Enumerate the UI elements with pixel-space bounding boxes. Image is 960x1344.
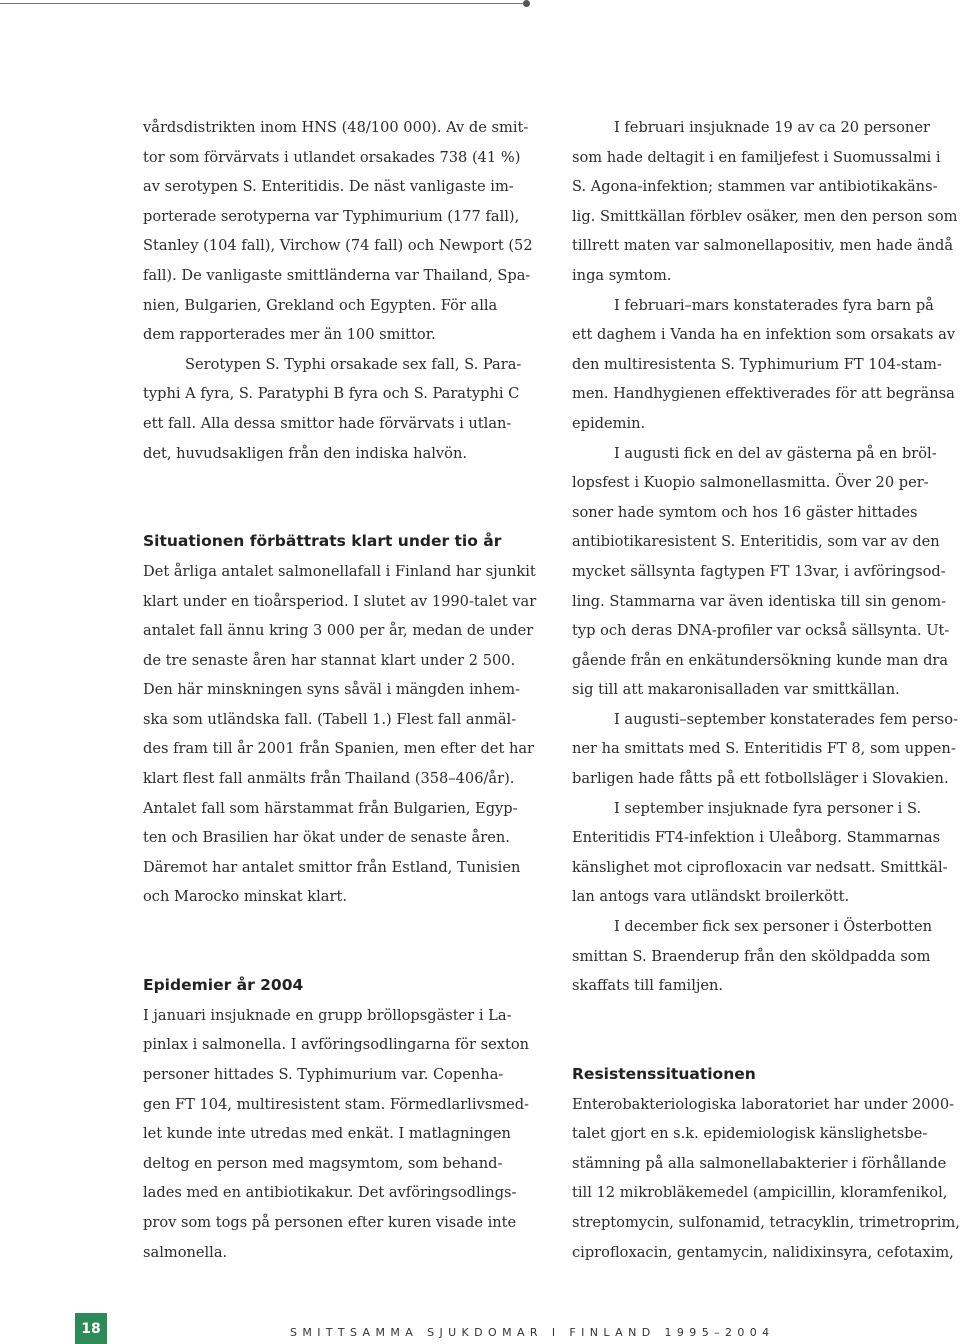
text-line: ett daghem i Vanda ha en infektion som orsakats av <box>572 326 956 344</box>
paragraph <box>572 1090 960 1268</box>
paragraph <box>572 705 960 794</box>
text-line: S. Agona-infektion; stammen var antibiotikakäns- <box>572 178 938 196</box>
text-line: det, huvudsakligen från den indiska halvön. <box>143 444 468 462</box>
spacer <box>143 912 535 971</box>
text-line: I augusti fick en del av gästerna på en bröl- <box>614 444 937 462</box>
text-line: deltog en person med magsymtom, som behand- <box>143 1154 503 1172</box>
paragraph <box>572 113 960 291</box>
text-line: lopsfest i Kuopio salmonellasmitta. Över 20 per- <box>572 474 929 492</box>
text-line: Däremot har antalet smittor från Estland, Tunisien <box>143 858 521 876</box>
text-line: tor som förvärvats i utlandet orsakades 738 (41 %) <box>143 148 521 166</box>
text-line: ner ha smittats med S. Enteritidis FT 8, som uppen- <box>572 740 956 758</box>
text-line: talet gjort en s.k. epidemiologisk känslighetsbe- <box>572 1125 928 1143</box>
text-line: I september insjuknade fyra personer i S. <box>614 799 922 817</box>
text-line: vårdsdistrikten inom HNS (48/100 000). Av de smit- <box>143 119 529 136</box>
left-column <box>143 113 535 1267</box>
text-line: Antalet fall som härstammat från Bulgarien, Egyp- <box>143 799 518 817</box>
text-line: antibiotikaresistent S. Enteritidis, som var av den <box>572 533 940 551</box>
text-line: ett fall. Alla dessa smittor hade förvärvats i utlan- <box>143 414 512 432</box>
text-line: I augusti–september konstaterades fem perso- <box>614 710 959 728</box>
paragraph <box>143 350 535 468</box>
text-line: ling. Stammarna var även identiska till sin genom- <box>572 592 947 610</box>
paragraph <box>143 1001 535 1267</box>
text-line: dem rapporterades mer än 100 smittor. <box>143 326 436 344</box>
text-line: soner hade symtom och hos 16 gäster hittades <box>572 503 918 521</box>
paragraph <box>572 912 960 1001</box>
text-line: pinlax i salmonella. I avföringsodlingarna för sexton <box>143 1036 530 1054</box>
page-number-badge: 18 <box>75 1313 107 1344</box>
paragraph <box>572 439 960 705</box>
text-line: klart flest fall anmälts från Thailand (358–406/år). <box>143 770 515 788</box>
text-line: typhi A fyra, S. Paratyphi B fyra och S. Paratyphi C <box>143 385 520 403</box>
text-line: nien, Bulgarien, Grekland och Egypten. För alla <box>143 296 498 314</box>
text-line: typ och deras DNA-profiler var också sällsynta. Ut- <box>572 622 950 640</box>
text-line: let kunde inte utredas med enkät. I matlagningen <box>143 1125 511 1143</box>
text-line: Det årliga antalet salmonellafall i Finland har sjunkit <box>143 562 536 580</box>
text-line: gen FT 104, multiresistent stam. Förmedlarlivsmed- <box>143 1095 529 1113</box>
text-line: I januari insjuknade en grupp bröllopsgäster i La- <box>143 1006 512 1024</box>
text-line: ska som utländska fall. (Tabell 1.) Flest fall anmäl- <box>143 710 517 728</box>
text-line: smittan S. Braenderup från den sköldpadda som <box>572 947 931 965</box>
section-heading: Situationen förbättrats klart under tio år <box>143 532 502 551</box>
text-line: sig till att makaronisalladen var smittkällan. <box>572 681 900 699</box>
top-rule <box>0 3 526 4</box>
text-line: stämning på alla salmonellabakterier i förhållande <box>572 1154 947 1172</box>
text-line: den multiresistenta S. Typhimurium FT 104-stam- <box>572 355 942 373</box>
text-line: des fram till år 2001 från Spanien, men efter det har <box>143 740 535 758</box>
text-line: barligen hade fåtts på ett fotbollsläger i Slovakien. <box>572 770 949 788</box>
text-line: I februari–mars konstaterades fyra barn på <box>614 296 934 314</box>
text-line: I december fick sex personer i Österbotten <box>614 918 933 936</box>
text-line: I februari insjuknade 19 av ca 20 personer <box>614 119 930 136</box>
text-line: av serotypen S. Enteritidis. De näst vanligaste im- <box>143 178 514 196</box>
paragraph <box>572 291 960 439</box>
text-line: Enterobakteriologiska laboratoriet har under 2000- <box>572 1095 955 1113</box>
text-line: lig. Smittkällan förblev osäker, men den person som <box>572 207 958 225</box>
text-line: skaffats till familjen. <box>572 977 724 995</box>
text-line: tillrett maten var salmonellapositiv, men hade ändå <box>572 237 954 255</box>
paragraph <box>143 113 535 350</box>
paragraph <box>572 794 960 912</box>
text-line: Serotypen S. Typhi orsakade sex fall, S. Para- <box>185 355 522 373</box>
text-line: Stanley (104 fall), Virchow (74 fall) och Newport (52 <box>143 237 533 255</box>
text-line: ciprofloxacin, gentamycin, nalidixinsyra, cefotaxim, <box>572 1243 954 1261</box>
spacer <box>143 468 535 527</box>
text-line: salmonella. <box>143 1243 228 1261</box>
text-line: mycket sällsynta fagtypen FT 13var, i avföringsod- <box>572 562 946 580</box>
text-line: fall). De vanligaste smittländerna var Thailand, Spa- <box>143 266 531 284</box>
text-line: men. Handhygienen effektiverades för att begränsa <box>572 385 955 403</box>
text-line: och Marocko minskat klart. <box>143 888 347 906</box>
text-line: inga symtom. <box>572 266 672 284</box>
section-heading: Resistenssituationen <box>572 1065 756 1083</box>
text-line: Den här minskningen syns såväl i mängden inhem- <box>143 681 520 699</box>
spacer <box>572 1001 960 1060</box>
text-line: prov som togs på personen efter kuren visade inte <box>143 1213 517 1231</box>
top-rule-dot <box>523 0 530 7</box>
right-column <box>572 113 960 1267</box>
paragraph <box>143 557 535 912</box>
text-line: klart under en tioårsperiod. I slutet av 1990-talet var <box>143 592 537 610</box>
text-line: lan antogs vara utländskt broilerkött. <box>572 888 850 906</box>
section-heading: Epidemier år 2004 <box>143 976 304 995</box>
text-line: personer hittades S. Typhimurium var. Copenha- <box>143 1066 504 1083</box>
text-line: streptomycin, sulfonamid, tetracyklin, trimetroprim, <box>572 1213 960 1231</box>
text-line: som hade deltagit i en familjefest i Suomussalmi i <box>572 148 941 166</box>
text-line: porterade serotyperna var Typhimurium (177 fall), <box>143 207 520 225</box>
running-title: SMITTSAMMA SJUKDOMAR I FINLAND 1995–2004 <box>290 1326 775 1339</box>
text-line: epidemin. <box>572 414 646 432</box>
text-line: till 12 mikrobläkemedel (ampicillin, kloramfenikol, <box>572 1184 948 1202</box>
text-line: känslighet mot ciprofloxacin var nedsatt. Smittkäl- <box>572 858 948 876</box>
text-line: Enteritidis FT4-infektion i Uleåborg. Stammarnas <box>572 829 941 847</box>
text-line: ten och Brasilien har ökat under de senaste åren. <box>143 829 510 847</box>
text-line: gående från en enkätundersökning kunde man dra <box>572 651 949 669</box>
text-line: lades med en antibiotikakur. Det avföringsodlings- <box>143 1184 517 1202</box>
text-line: de tre senaste åren har stannat klart under 2 500. <box>143 651 516 669</box>
text-line: antalet fall ännu kring 3 000 per år, medan de under <box>143 622 534 640</box>
